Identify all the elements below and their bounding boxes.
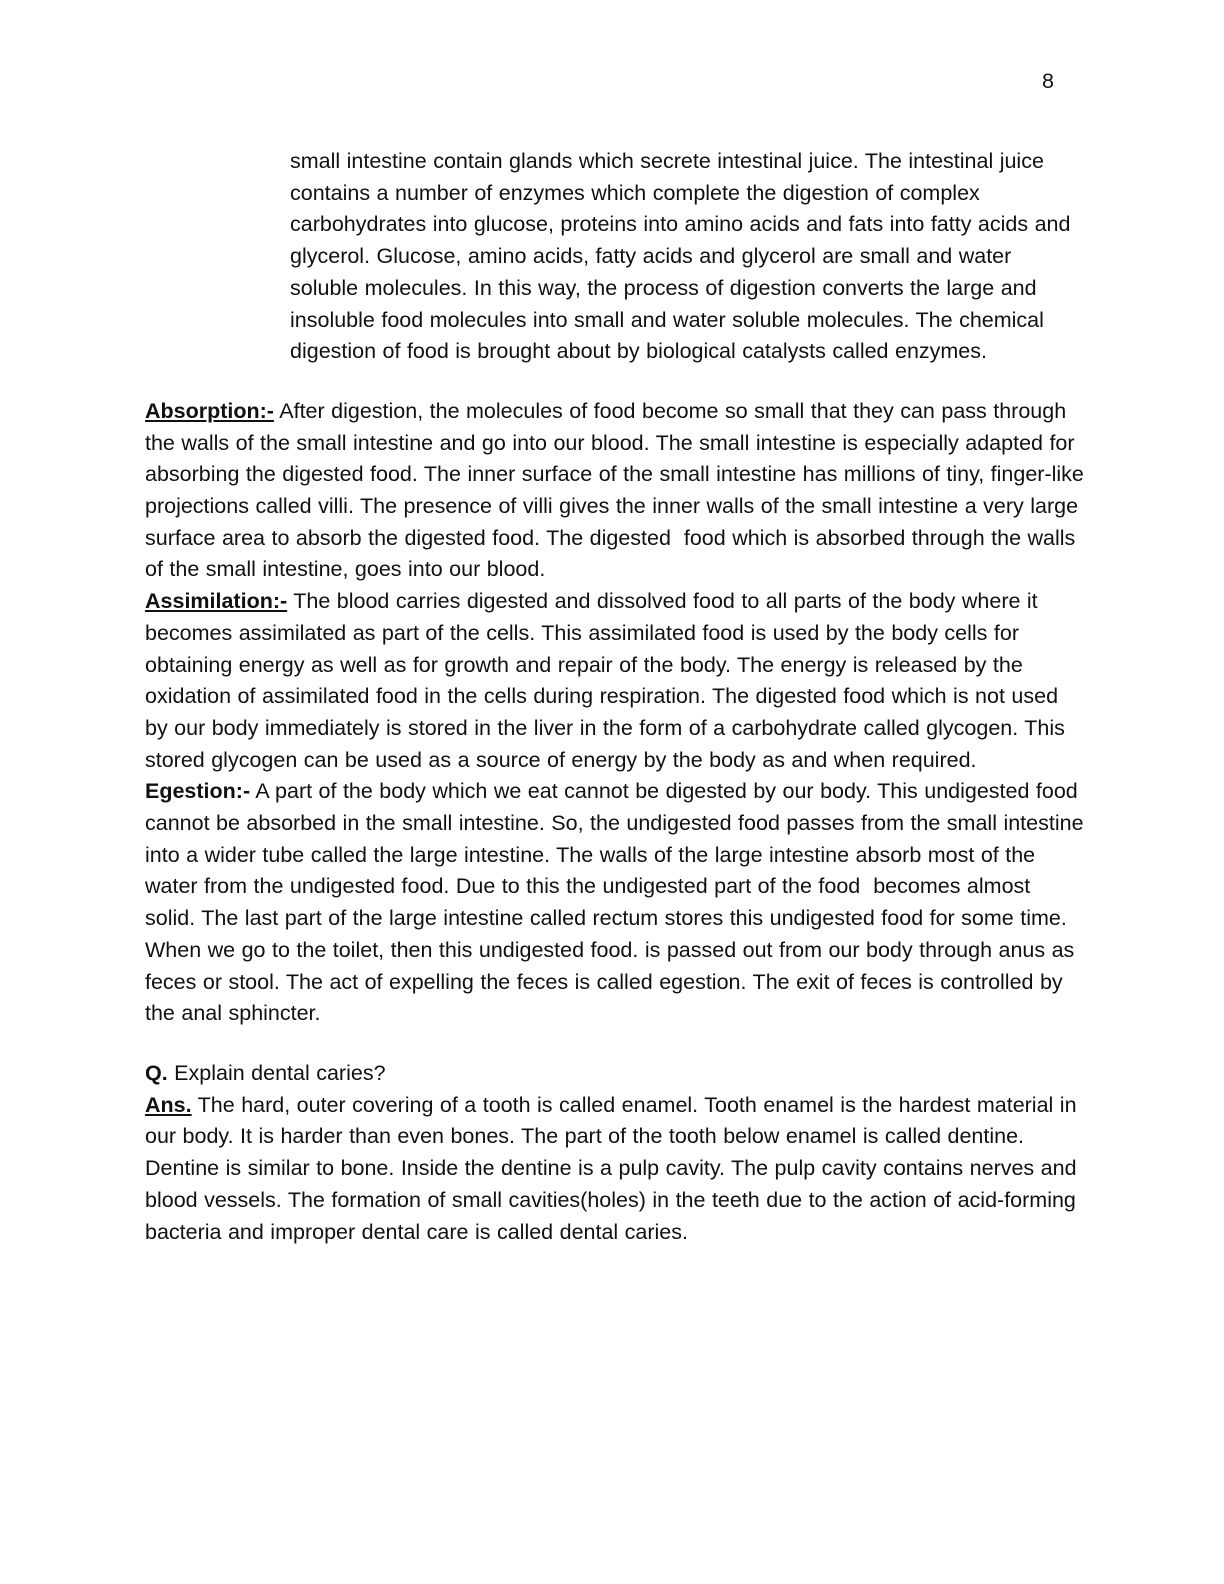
answer-label: Ans. bbox=[145, 1092, 192, 1117]
question-label: Q. bbox=[145, 1060, 168, 1085]
egestion-text: A part of the body which we eat cannot be digested by our body. This undigested food cannot be absorbed in the small intestine. So, the undigested food passes from the small intestine into a wider tube called the large intestine. The walls of the large intestine absorb most of the water from the undigested food. Due to this the undigested part of the food becomes almost solid. The last part of the large intestine called rectum stores this undigested food for some time. When we go to the toilet, then this undigested food. is passed out from our body through anus as feces or stool. The act of expelling the feces is called egestion. The exit of feces is controlled by the anal sphincter. bbox=[145, 779, 1091, 1026]
question-line bbox=[145, 1058, 1085, 1090]
paragraph-absorption bbox=[145, 396, 1091, 586]
absorption-text: After digestion, the molecules of food become so small that they can pass through the walls of the small intestine and go into our blood. The small intestine is especially adapted for absorbing the digested food. The inner surface of the small intestine has millions of tiny, finger-like projections called villi. The presence of villi gives the inner walls of the small intestine a very large surface area to absorb the digested food. The digested food which is absorbed through the walls of the small intestine, goes into our blood. bbox=[145, 398, 1091, 582]
document-content bbox=[145, 146, 1091, 1248]
answer-text: The hard, outer covering of a tooth is called enamel. Tooth enamel is the hardest material in our body. It is harder than even bones. The part of the tooth below enamel is called dentine. Dentine is similar to bone. Inside the dentine is a pulp cavity. The pulp cavity contains nerves and blood vessels. The formation of small cavities(holes) in the teeth due to the action of acid-forming bacteria and improper dental care is called dental caries. bbox=[145, 1092, 1084, 1244]
paragraph-digestion-intro: small intestine contain glands which secrete intestinal juice. The intestinal juice contains a number of enzymes which complete the digestion of complex carbohydrates into glucose, proteins into amino acids and fats into fatty acids and glycerol. Glucose, amino acids, fatty acids and glycerol are small and water soluble molecules. In this way, the process of digestion converts the large and insoluble food molecules into small and water soluble molecules. The chemical digestion of food is brought about by biological catalysts called enzymes. bbox=[290, 149, 1077, 364]
assimilation-text: The blood carries digested and dissolved food to all parts of the body where it becomes assimilated as part of the cells. This assimilated food is used by the body cells for obtaining energy as well as for growth and repair of the body. The energy is released by the oxidation of assimilated food in the cells during respiration. The digested food which is not used by our body immediately is stored in the liver in the form of a carbohydrate called glycogen. This stored glycogen can be used as a source of energy by the body as and when required. bbox=[145, 589, 1072, 772]
absorption-heading: Absorption:- bbox=[145, 398, 274, 423]
paragraph-egestion bbox=[145, 776, 1091, 1030]
egestion-heading: Egestion:- bbox=[145, 779, 251, 804]
assimilation-heading: Assimilation:- bbox=[145, 589, 288, 614]
paragraph-assimilation bbox=[145, 586, 1085, 776]
page-number: 8 bbox=[1042, 69, 1054, 93]
paragraph-answer bbox=[145, 1090, 1085, 1249]
question-text: Explain dental caries? bbox=[167, 1060, 386, 1085]
